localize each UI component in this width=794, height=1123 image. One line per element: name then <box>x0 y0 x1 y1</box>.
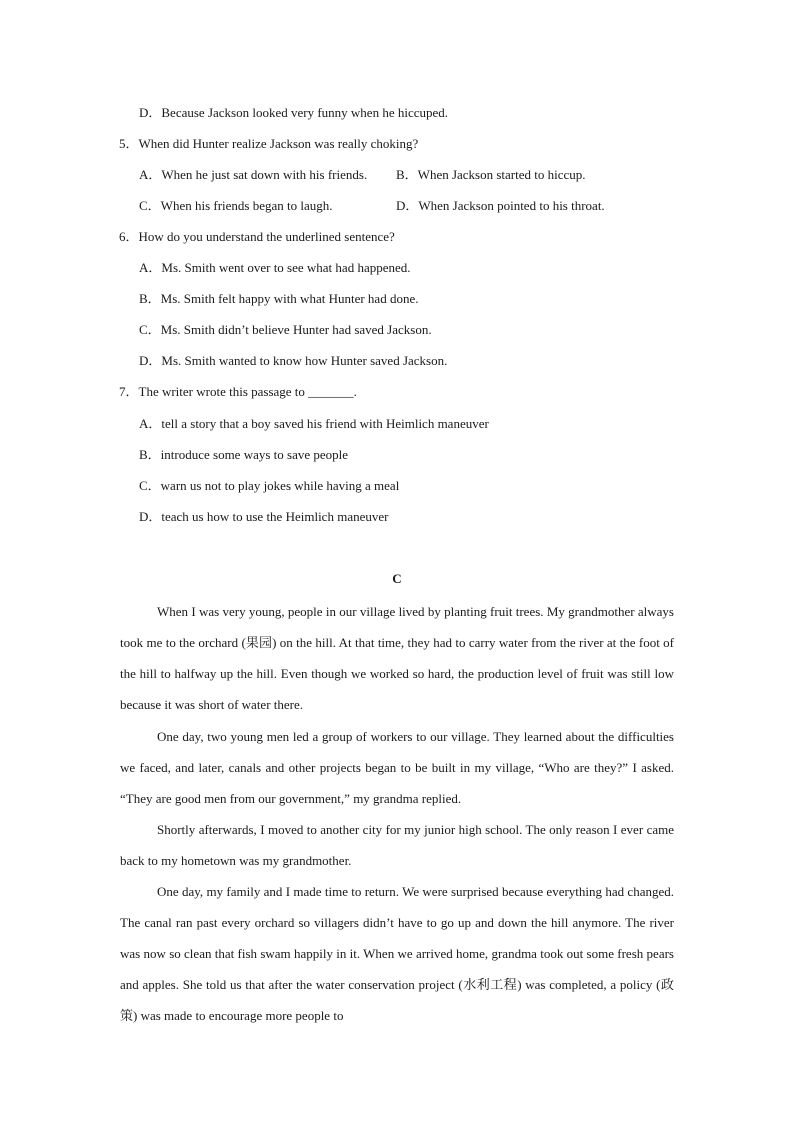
q6-option-c: C．Ms. Smith didn’t believe Hunter had saved Jackson. <box>139 322 432 337</box>
q4-option-d: D．Because Jackson looked very funny when he hiccuped. <box>139 105 449 120</box>
q5-option-a: A．When he just sat down with his friends. <box>139 167 368 182</box>
q6-option-b: B．Ms. Smith felt happy with what Hunter had done. <box>139 291 419 306</box>
q7-option-a: A．tell a story that a boy saved his friend with Heimlich maneuver <box>139 416 489 431</box>
q5-option-b: B．When Jackson started to hiccup. <box>396 167 586 182</box>
passage-paragraph: One day, my family and I made time to return. We were surprised because everything had changed. The canal ran past every orchard so villagers didn’t have to go up and down the hill anymore. The river was now so clean that fish swam happily in it. When we arrived home, grandma took out some fresh pears and apples. She told us that after the water conservation project (水利工程) was completed, a policy (政策) was made to encourage more people to <box>120 884 674 1023</box>
q7-question: 7．The writer wrote this passage to _______. <box>119 384 357 399</box>
q5-option-d: D．When Jackson pointed to his throat. <box>396 198 605 213</box>
passage-paragraph: One day, two young men led a group of workers to our village. They learned about the difficulties we faced, and later, canals and other projects began to be built in my village, “Who are they?” I asked. “They are good men from our government,” my grandma replied. <box>120 729 674 806</box>
passage-paragraph: When I was very young, people in our village lived by planting fruit trees. My grandmother always took me to the orchard (果园) on the hill. At that time, they had to carry water from the river at the foot of the hill to halfway up the hill. Even though we worked so hard, the production level of fruit was still low because it was short of water there. <box>120 604 674 712</box>
q6-question: 6．How do you understand the underlined sentence? <box>119 229 395 244</box>
q7-option-c: C．warn us not to play jokes while having a meal <box>139 478 400 493</box>
q6-option-d: D．Ms. Smith wanted to know how Hunter saved Jackson. <box>139 353 448 368</box>
q5-option-c: C．When his friends began to laugh. <box>139 198 333 213</box>
q6-option-a: A．Ms. Smith went over to see what had happened. <box>139 260 411 275</box>
q5-question: 5．When did Hunter realize Jackson was really choking? <box>119 136 419 151</box>
q7-option-d: D．teach us how to use the Heimlich maneuver <box>139 509 389 524</box>
section-title: C <box>392 571 402 586</box>
q7-option-b: B．introduce some ways to save people <box>139 447 349 462</box>
passage-paragraph: Shortly afterwards, I moved to another city for my junior high school. The only reason I ever came back to my hometown was my grandmother. <box>120 822 674 868</box>
